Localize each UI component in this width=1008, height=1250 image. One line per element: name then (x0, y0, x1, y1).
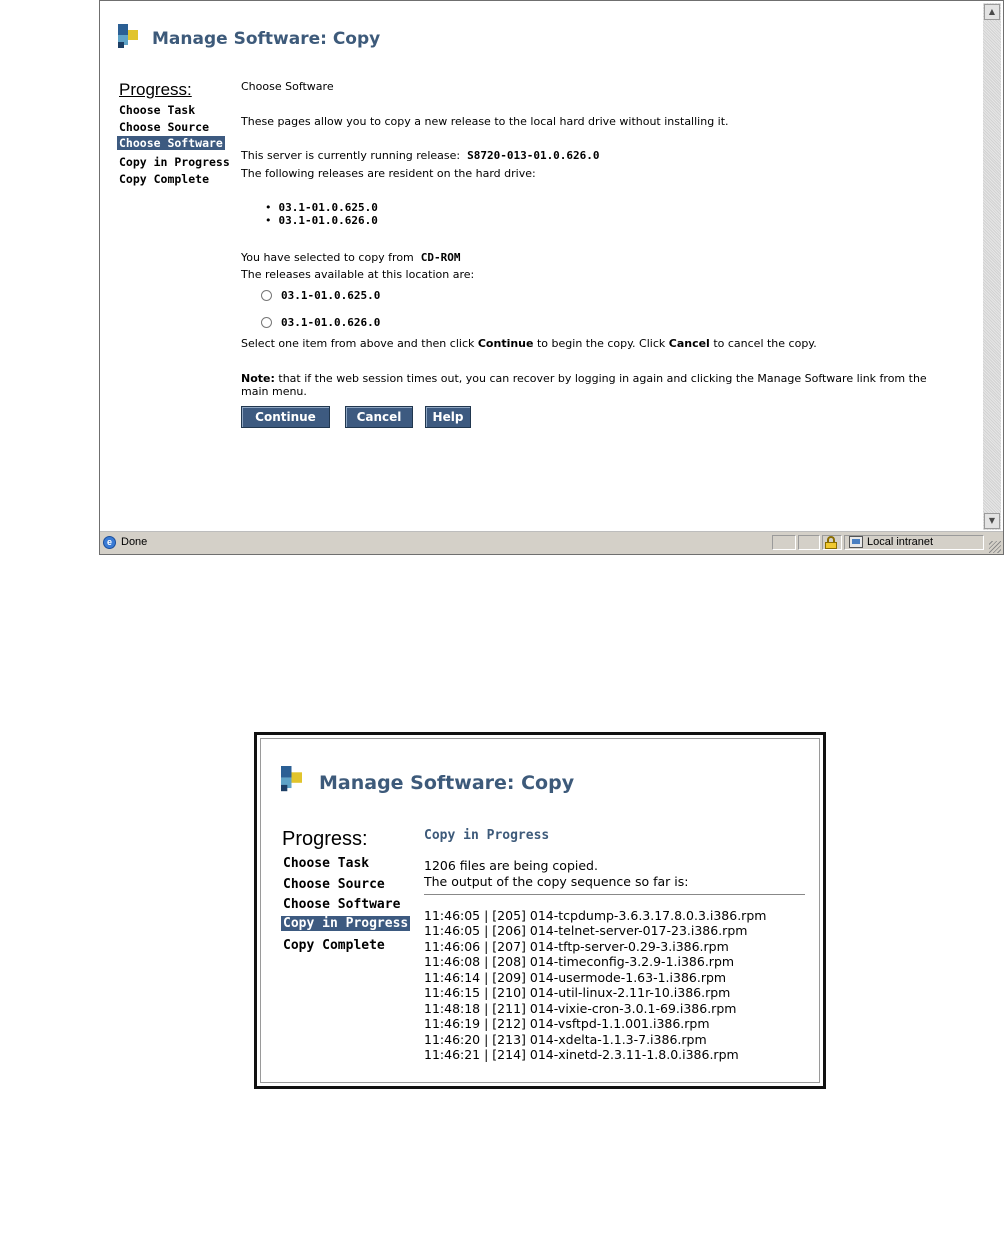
selected-source: CD-ROM (420, 251, 461, 264)
step-choose-software: Choose Software (283, 897, 401, 912)
log-line: 11:46:21 | [214] 014-xinetd-2.3.11-1.8.0.i386.rpm (424, 1047, 739, 1062)
step-copy-in-progress: Copy in Progress (119, 155, 230, 169)
copy-progress-content (260, 738, 820, 1083)
page-done-icon: e (103, 536, 116, 549)
release-option-label: 03.1-01.0.626.0 (281, 316, 381, 329)
step-choose-task: Choose Task (119, 103, 196, 117)
step-choose-source: Choose Source (283, 877, 385, 892)
continue-button[interactable]: Continue (241, 406, 330, 428)
scroll-up-icon[interactable]: ▲ (984, 4, 1000, 20)
files-count-text: 1206 files are being copied. (424, 858, 598, 873)
resident-label: The following releases are resident on the hard drive: (241, 167, 536, 180)
status-segment (798, 535, 820, 550)
selected-source-line (241, 251, 461, 264)
resident-release-item: • 03.1-01.0.626.0 (265, 214, 378, 227)
app-logo-icon (118, 24, 140, 50)
status-bar (100, 531, 1003, 554)
running-release-line (241, 149, 600, 162)
step-copy-in-progress: Copy in Progress (283, 916, 409, 931)
copy-progress-window (254, 732, 826, 1089)
release-radio-626[interactable] (261, 317, 272, 328)
step-choose-task: Choose Task (283, 856, 370, 871)
selected-label: You have selected to copy from (241, 251, 414, 264)
log-line: 11:46:20 | [213] 014-xdelta-1.1.3-7.i386.rpm (424, 1032, 707, 1047)
status-text: Done (121, 536, 148, 548)
lock-icon (825, 536, 837, 549)
log-line: 11:46:06 | [207] 014-tftp-server-0.29-3.i386.rpm (424, 939, 729, 954)
step-choose-source: Choose Source (119, 120, 210, 134)
section-heading: Choose Software (241, 80, 334, 93)
running-label: This server is currently running release: (241, 149, 461, 162)
intranet-icon (849, 536, 863, 548)
resident-release-item: • 03.1-01.0.625.0 (265, 201, 378, 214)
browser-window (99, 0, 1004, 555)
help-button[interactable]: Help (425, 406, 471, 428)
instructions-text: Select one item from above and then click Continue to begin the copy. Click Cancel to cancel the copy. (241, 337, 817, 350)
step-copy-complete: Copy Complete (119, 172, 210, 186)
progress-heading: Progress: (282, 828, 368, 850)
running-release: S8720-013-01.0.626.0 (467, 149, 600, 162)
step-choose-software: Choose Software (119, 136, 223, 150)
note-text-continued: main menu. (241, 385, 307, 398)
output-label: The output of the copy sequence so far is: (424, 874, 689, 889)
zone-text: Local intranet (867, 536, 934, 548)
log-line: 11:46:15 | [210] 014-util-linux-2.11r-10.i386.rpm (424, 985, 731, 1000)
section-heading: Copy in Progress (424, 828, 550, 843)
vertical-scrollbar[interactable] (983, 3, 1001, 530)
scroll-down-icon[interactable]: ▼ (984, 513, 1000, 529)
resize-grip-icon[interactable] (989, 541, 1001, 553)
available-label: The releases available at this location are: (241, 268, 475, 281)
step-copy-complete: Copy Complete (283, 938, 385, 953)
divider (424, 894, 805, 895)
cancel-button[interactable]: Cancel (345, 406, 413, 428)
log-line: 11:46:05 | [206] 014-telnet-server-017-23.i386.rpm (424, 923, 748, 938)
note-text: Note: that if the web session times out, you can recover by logging in again and clicking the Manage Software link from the (241, 372, 927, 385)
status-segment (772, 535, 796, 550)
intro-text: These pages allow you to copy a new release to the local hard drive without installing it. (241, 115, 729, 128)
page-title: Manage Software: Copy (152, 29, 381, 49)
progress-heading: Progress: (119, 80, 192, 99)
page-content (102, 3, 980, 530)
release-option-label: 03.1-01.0.625.0 (281, 289, 381, 302)
log-line: 11:46:05 | [205] 014-tcpdump-3.6.3.17.8.0.3.i386.rpm (424, 908, 767, 923)
log-line: 11:46:19 | [212] 014-vsftpd-1.1.001.i386.rpm (424, 1016, 710, 1031)
page-title: Manage Software: Copy (319, 772, 575, 794)
app-logo-icon (281, 766, 304, 793)
release-radio-625[interactable] (261, 290, 272, 301)
log-line: 11:48:18 | [211] 014-vixie-cron-3.0.1-69.i386.rpm (424, 1001, 737, 1016)
log-line: 11:46:08 | [208] 014-timeconfig-3.2.9-1.i386.rpm (424, 954, 735, 969)
log-line: 11:46:14 | [209] 014-usermode-1.63-1.i386.rpm (424, 970, 727, 985)
